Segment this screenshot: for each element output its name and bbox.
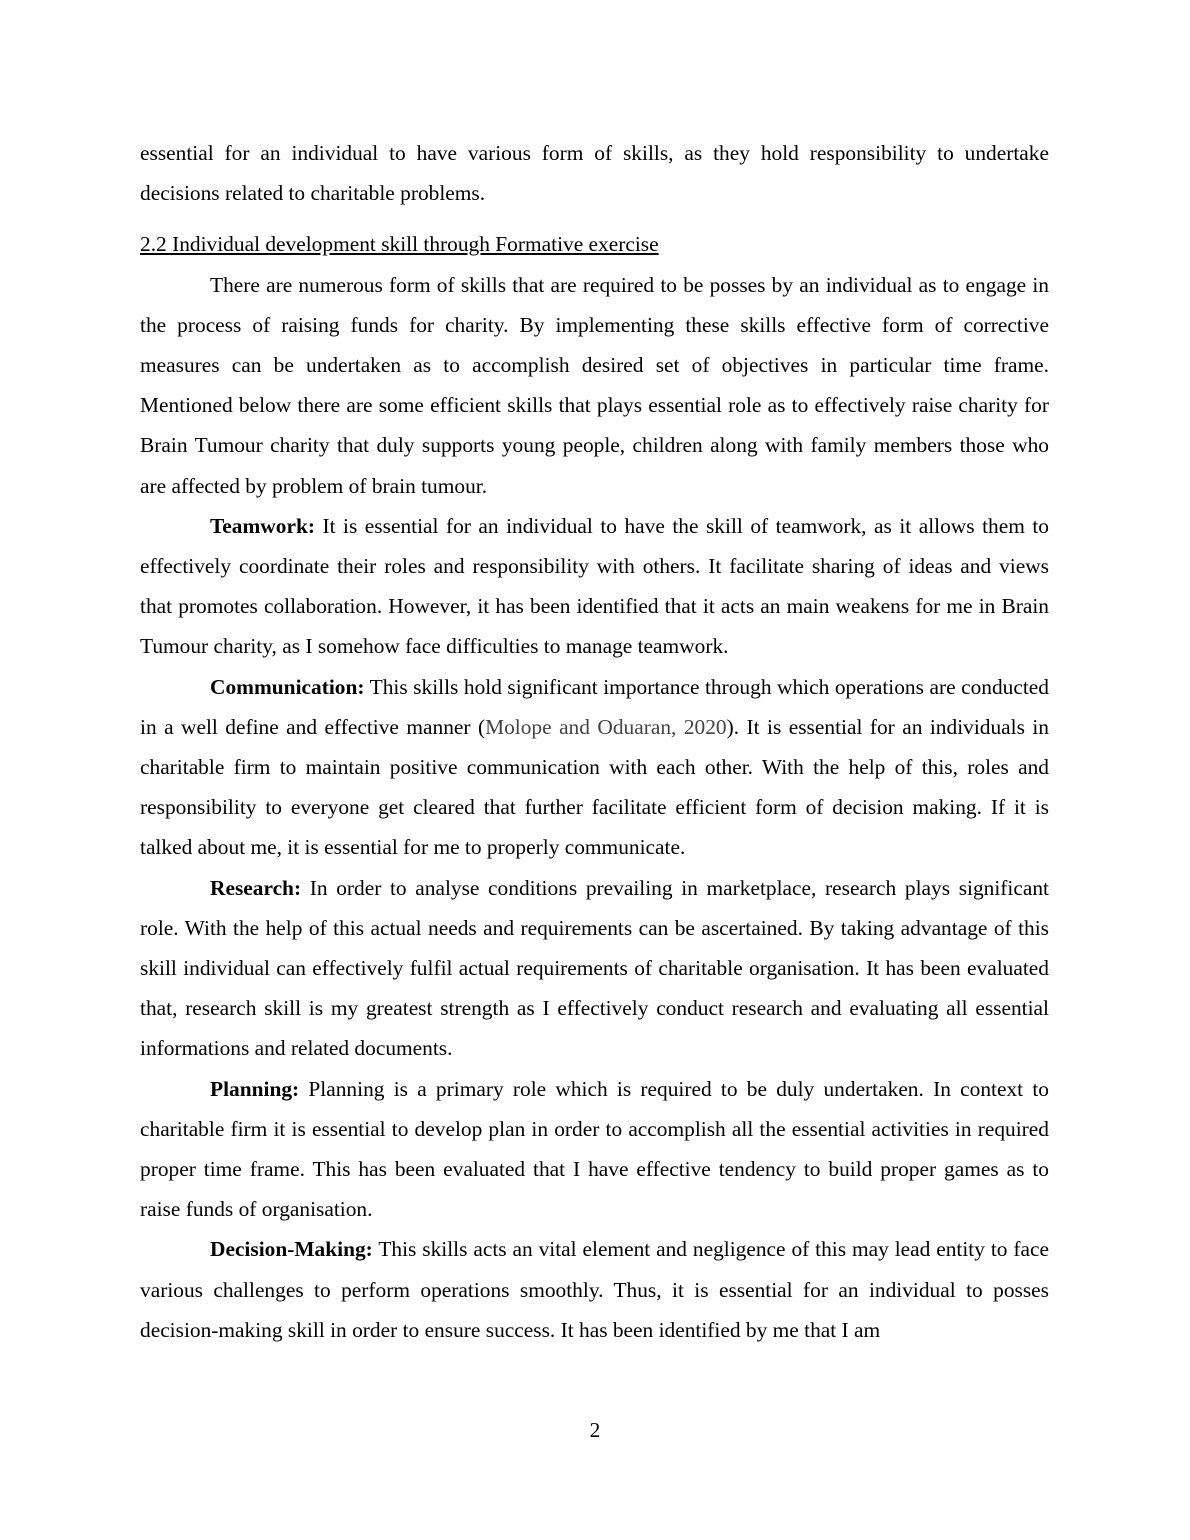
teamwork-term: Teamwork: (210, 513, 315, 538)
page-number: 2 (589, 1418, 601, 1442)
planning-term: Planning: (210, 1076, 300, 1101)
section-heading: 2.2 Individual development skill through Formative exercise (140, 232, 659, 257)
research-text: In order to analyse conditions prevailing in marketplace, research plays significant role. With the help of this actual needs and requirements can be ascertained. By taking advantage of this skill individual can effectively fulfil actual requirements of charitable organisation. It has been evaluated that, research skill is my greatest strength as I effectively conduct research and evaluating all essential informations and related documents. (140, 875, 1049, 1061)
communication-text-after: ). It is essential for an individuals in charitable firm to maintain positive communication with each other. With the help of this, roles and responsibility to everyone get cleared that further facilitate efficient form of decision making. If it is talked about me, it is essential for me to properly communicate. (140, 714, 1050, 860)
communication-term: Communication: (210, 674, 365, 699)
research-term: Research: (210, 875, 302, 900)
teamwork-paragraph (140, 506, 1049, 667)
decision-making-text: This skills acts an vital element and negligence of this may lead entity to face various challenges to perform operations smoothly. Thus, it is essential for an individual to posses decision-making skill in order to ensure success. It has been identified by me that I am (140, 1237, 1049, 1342)
planning-paragraph (140, 1069, 1049, 1230)
research-paragraph (140, 868, 1049, 1069)
intro-paragraph: essential for an individual to have various form of skills, as they hold responsibility to undertake decisions related to charitable problems. (140, 141, 1049, 206)
decision-making-paragraph (140, 1229, 1049, 1350)
section-intro-paragraph: There are numerous form of skills that are required to be posses by an individual as to engage in the process of raising funds for charity. By implementing these skills effective form of corrective measures can be undertaken as to accomplish desired set of objectives in particular time frame. Mentioned below there are some efficient skills that plays essential role as to effectively raise charity for Brain Tumour charity that duly supports young people, children along with family members those who are affected by problem of brain tumour. (140, 272, 1049, 498)
planning-text: Planning is a primary role which is required to be duly undertaken. In context to charitable firm it is essential to develop plan in order to accomplish all the essential activities in required proper time frame. This has been evaluated that I have effective tendency to build proper games as to raise funds of organisation. (140, 1076, 1049, 1222)
decision-making-term: Decision-Making: (210, 1237, 373, 1262)
citation: Molope and Oduaran, 2020 (485, 714, 727, 739)
document-page (140, 133, 1049, 1350)
communication-paragraph (140, 667, 1049, 868)
teamwork-text: It is essential for an individual to have the skill of teamwork, as it allows them to effectively coordinate their roles and responsibility with others. It facilitate sharing of ideas and views that promotes collaboration. However, it has been identified that it acts an main weakens for me in Brain Tumour charity, as I somehow face difficulties to manage teamwork. (140, 513, 1049, 659)
communication-text-before: This skills hold significant importance through which operations are conducted in a well define and effective manner ( (140, 674, 1049, 739)
